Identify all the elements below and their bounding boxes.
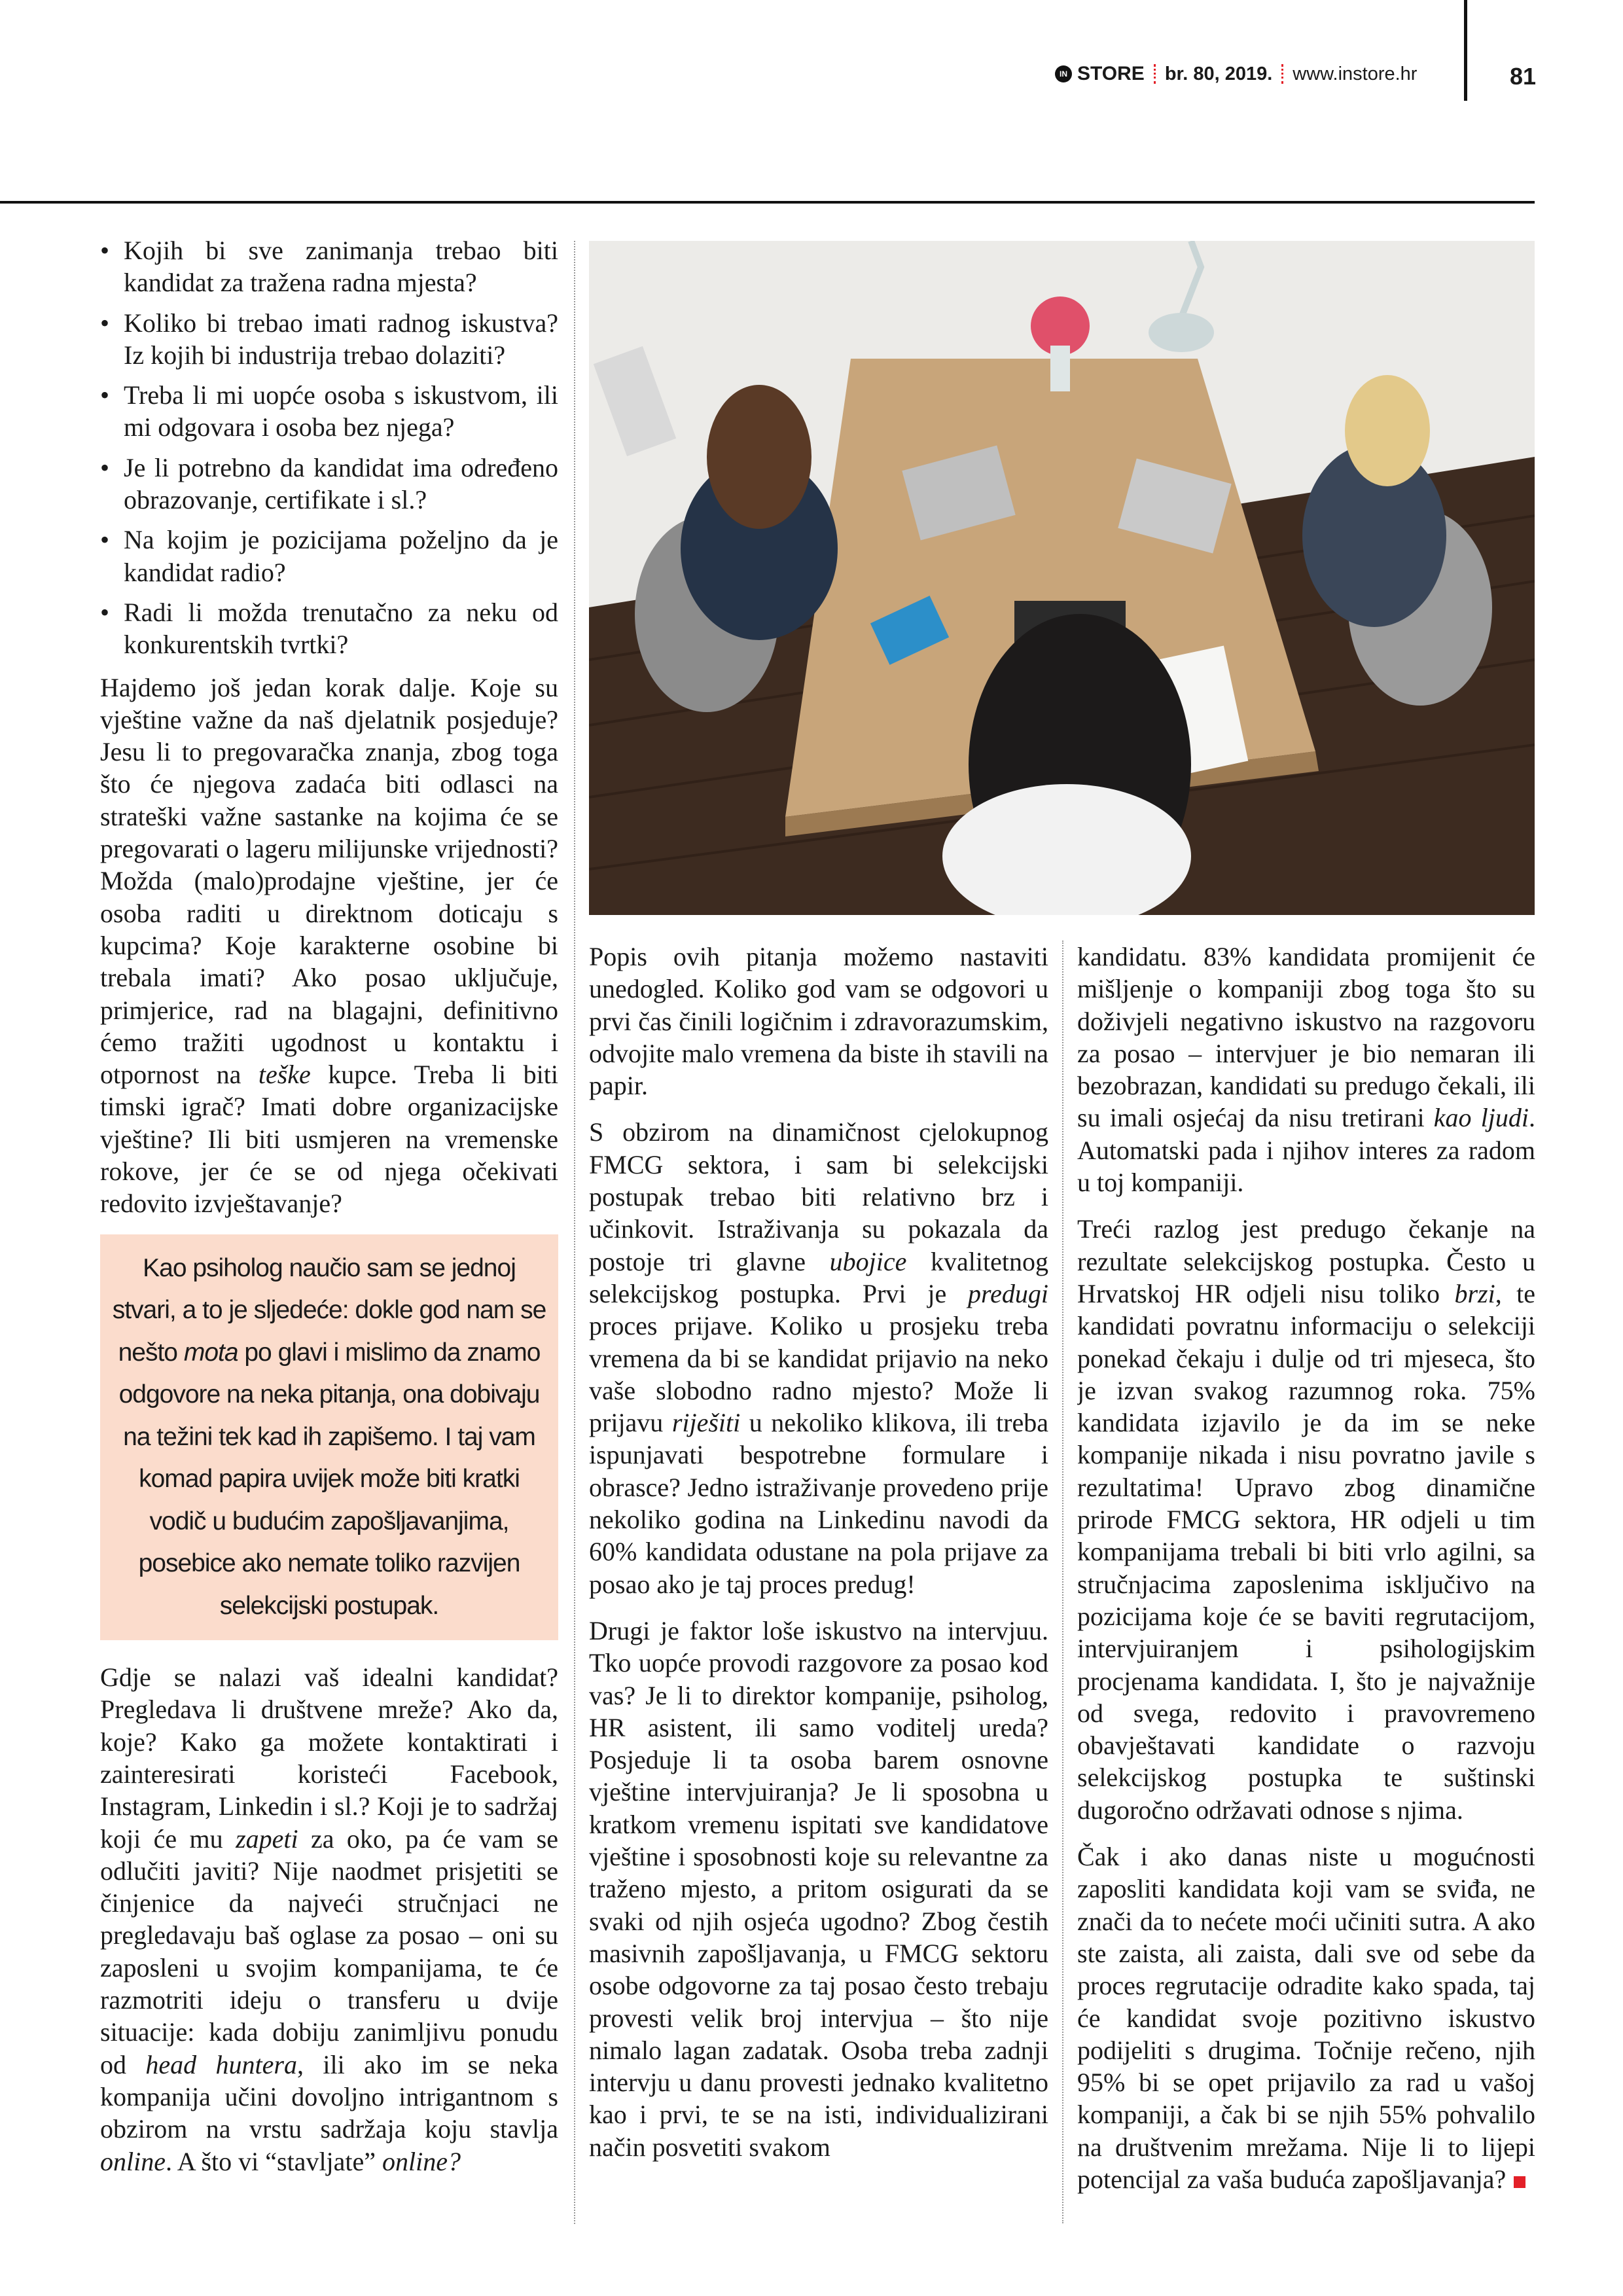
paragraph [1077, 941, 1535, 1198]
text-segment: kvalitetnog selekcijskog postupka. Prvi je [589, 1246, 1048, 1308]
column-left [100, 234, 558, 2231]
text-segment: . Automatski pada i njihov interes za radom u toj kompaniji. [1077, 1103, 1535, 1198]
italic-text: predugi [968, 1278, 1048, 1308]
text-segment: . A što vi “stavljate” [165, 2146, 383, 2176]
divider [1154, 64, 1156, 84]
paragraph [1077, 1840, 1535, 2195]
list-item: • Radi li možda trenutačno za neku od konkurentskih tvrtki? [100, 596, 558, 661]
text-segment: Popis ovih pitanja možemo nastaviti unedogled. Koliko god vam se odgovori u prvi čas činili logičnim i zdravorazumskim, odvojite malo vremena da biste ih stavili na papir. [589, 942, 1048, 1101]
end-mark [1514, 2176, 1525, 2188]
page-header [1055, 63, 1417, 85]
paragraphs [100, 672, 558, 1220]
italic-text: mota [183, 1338, 238, 1367]
logo-text: STORE [1077, 63, 1145, 84]
italic-text: ubojice [829, 1246, 907, 1276]
text-segment: kupce. Treba li biti timski igrač? Imati dobre organizacijske vještine? Ili biti usmjeren na vremenske rokove, jer će se od njega očekivati redovito izvještavanje? [100, 1060, 558, 1219]
text-segment: Drugi je faktor loše iskustvo na intervjuu. Tko uopće provodi razgovore za posao kod vas? Je li to direktor kompanije, psiholog, HR asistent, ili samo voditelj ureda? Posjeduje li ta osoba barem osnovne vještine intervjuiranja? Je li sposobna u kratkom vremenu ispitati sve kandidatove vještine i sposobnosti koje su relevantne za traženo mjesto, a pritom osigurati da se svaki od njih osjeća ugodno? Zbog čestih masivnih zapošljavanja, u FMCG sektoru osobe odgovorne za taj posao često trebaju provesti velik broj intervjua – što nije nimalo lagan zadatak. Osoba treba zadnji intervju u danu provesti jednako kvalitetno kao i prvi, te se na isti, individualizirani način posvetiti svakom [589, 1615, 1048, 2162]
list-item: • Kojih bi sve zanimanja trebao biti kandidat za tražena radna mjesta? [100, 234, 558, 299]
text-segment: proces prijave. Koliko u prosjeku treba vremena da bi se kandidat prijavio na neko vaše slobodno radno mjesto? Može li prijavu [589, 1311, 1048, 1438]
paragraph [589, 1615, 1048, 2163]
pull-quote [100, 1234, 558, 1641]
column-divider [574, 241, 575, 2224]
list-item: • Koliko bi trebao imati radnog iskustva? Iz kojih bi industrija trebao dolaziti? [100, 307, 558, 372]
header-rule [0, 201, 1535, 204]
text-segment: u nekoliko klikova, ili treba ispunjavati bespotrebne formulare i obrasce? Jedno istraživanje provedeno prije nekoliko godina na Linkedinu navodi da 60% kandidata odustane na pola prijave za posao ako je taj proces predug! [589, 1408, 1048, 1599]
paragraphs [100, 1661, 558, 2178]
text-segment: Treći razlog jest predugo čekanje na rezultate selekcijskog postupka. Često u Hrvatskoj HR odjeli nisu toliko [1077, 1214, 1535, 1308]
instore-logo [1055, 63, 1145, 85]
paragraph [100, 672, 558, 1220]
italic-text: head huntera [145, 2049, 297, 2079]
list-item: • Na kojim je pozicijama poželjno da je kandidat radio? [100, 524, 558, 588]
italic-text: riješiti [671, 1408, 741, 1438]
text-segment: Hajdemo još jedan korak dalje. Koje su vještine važne da naš djelatnik posjeduje? Jesu li to pregovaračka znanja, zbog toga što će njegova zadaća biti odlasci na strateški važne sastanke na kojima će se pregovarati o lageru milijunske vrijednosti? Možda (malo)prodajne vještine, jer će osoba raditi u direktnom doticaju s kupcima? Koje karakterne osobine bi trebala imati? Ako posao uključuje, primjerice, rad na blagajni, definitivno ćemo tražiti ugodnost u kontaktu i otpornost na [100, 672, 558, 1090]
text-segment: Gdje se nalazi vaš idealni kandidat? Pregledava li društvene mreže? Ako da, koje? Kako ga možete kontaktirati i zainteresirati koristeći Facebook, Instagram, Linkedin i sl.? Koji je to sadržaj koji će mu [100, 1662, 558, 1854]
paragraph [100, 1661, 558, 2178]
logo-mark: IN [1055, 65, 1072, 82]
office-meeting-photo [589, 241, 1535, 915]
text-segment: po glavi i mislimo da znamo odgovore na neka pitanja, ona dobivaju na težini tek kad ih zapišemo. I taj vam komad papira uvijek može biti kratki vodič u budućim zapošljavanjima, posebice ako nemate toliko razvijen selekcijski postupak. [118, 1338, 541, 1620]
italic-text: online? [382, 2146, 461, 2176]
website-link[interactable]: www.instore.hr [1293, 63, 1418, 84]
paragraph [589, 941, 1048, 1102]
header-divider [1464, 0, 1467, 101]
text-segment: Kao psiholog naučio sam se jednoj stvari, a to je sljedeće: dokle god nam se nešto [112, 1253, 546, 1367]
italic-text: teške [258, 1060, 311, 1090]
list-item: • Je li potrebno da kandidat ima određeno obrazovanje, certifikate i sl.? [100, 452, 558, 516]
page-number: 81 [1510, 63, 1537, 90]
issue-number: br. 80, 2019. [1164, 63, 1273, 84]
text-segment: S obzirom na dinamičnost cjelokupnog FMCG sektora, i sam bi selekcijski postupak trebao biti relativno brz i učinkovit. Istraživanja su pokazala da postoje tri glavne [589, 1117, 1048, 1276]
italic-text: kao ljudi [1433, 1103, 1529, 1133]
paragraph [1077, 1213, 1535, 1826]
divider [1281, 64, 1283, 84]
list-item: • Treba li mi uopće osoba s iskustvom, ili mi odgovara i osoba bez njega? [100, 379, 558, 444]
italic-text: online [100, 2146, 166, 2176]
italic-text: brzi [1454, 1278, 1495, 1308]
paragraph [589, 1116, 1048, 1600]
column-divider [1062, 941, 1063, 2223]
column-right [1077, 941, 1535, 2230]
text-segment: , te kandidati povratnu informaciju o selekciji ponekad čekaju i dulje od tri mjeseca, što je izvan svakog razumnog roka. 75% kandidata izjavilo je da im se neke kompanije nikada i nisu povratno javile s rezultatima! Upravo zbog dinamične prirode FMCG sektora, HR odjeli u tim kompanijama trebali bi biti vrlo agilni, sa stručnjacima zaposlenima isključivo na pozicijama koje će se baviti regrutacijom, intervjuiranjem i psihologijskim procjenama kandidata. I, što je najvažnije od svega, redovito i pravovremeno obavještavati kandidate o razvoju selekcijskog postupka te suštinski dugoročno održavati odnose s njima. [1077, 1278, 1535, 1825]
italic-text: zapeti [236, 1823, 298, 1854]
text-segment: , ili ako im se neka kompanija učini dovoljno intrigantnom s obzirom na vrstu sadržaja koju stavlja [100, 2049, 558, 2144]
text-segment: za oko, pa će vam se odlučiti javiti? Nije naodmet prisjetiti se činjenice da najveći stručnjaci ne pregledavaju baš oglase za posao – oni su zaposleni u svojim kompanijama, te će razmotriti ideju o transferu u dvije situacije: kada dobiju zanimljivu ponudu od [100, 1823, 558, 2079]
question-list [100, 234, 558, 661]
text-segment: Čak i ako danas niste u mogućnosti zaposliti kandidata koji vam se sviđa, ne znači da to nećete moći učiniti sutra. A ako ste zaista, ali zaista, dali sve od sebe da proces regrutacije odradite kako spada, taj će kandidat svoje pozitivno iskustvo podijeliti s drugima. Točnije rečeno, njih 95% bi se opet prijavilo za rad u vašoj kompaniji, a čak bi se njih 55% pohvalilo na društvenim mrežama. Nije li to lijepi potencijal za vaša buduća zapošljavanja? [1077, 1842, 1535, 2194]
text-segment: kandidatu. 83% kandidata promijenit će mišljenje o kompaniji zbog toga što su doživjeli negativno iskustvo na razgovoru za posao – intervjuer je bio nemaran ili bezobrazan, kandidati su predugo čekali, ili su imali osjećaj da nisu tretirani [1077, 942, 1535, 1133]
column-middle [589, 941, 1048, 2230]
